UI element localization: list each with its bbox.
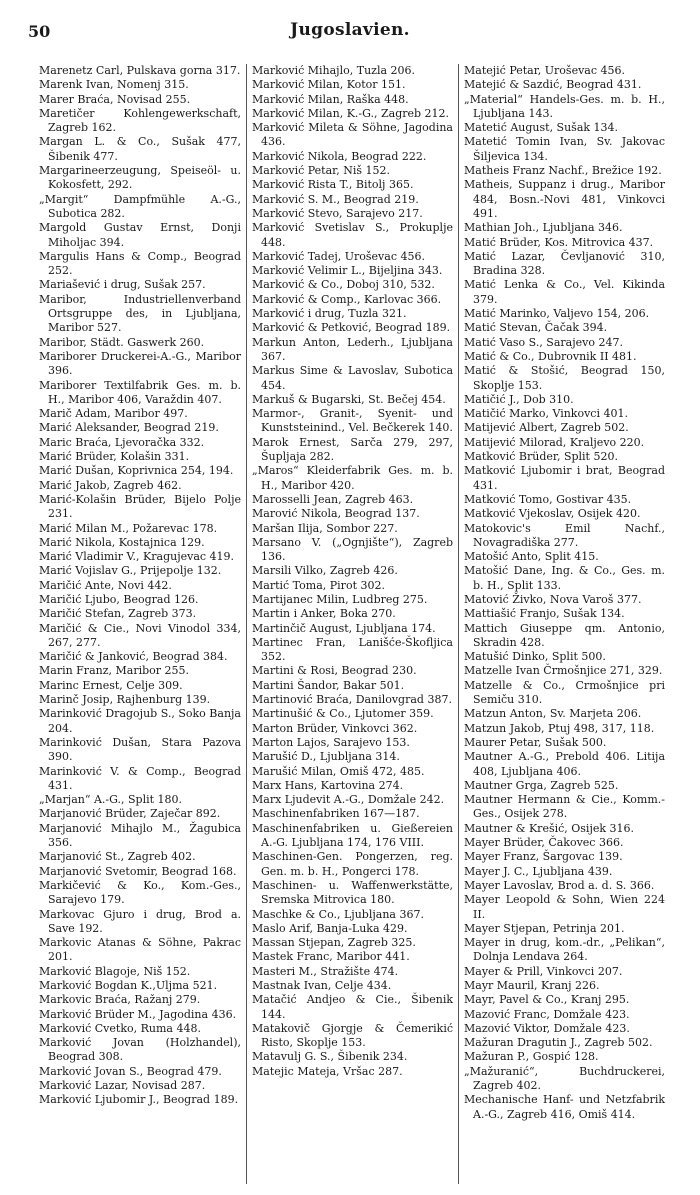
directory-entry: Mautner & Krešić, Osijek 316. [464, 821, 635, 835]
directory-entry: Marković Milan, Raška 448. [252, 92, 409, 106]
directory-entry: Matušić Dinko, Split 500. [464, 650, 606, 664]
directory-entry: Marković Mileta & Söhne, Jagodina 436. [252, 121, 453, 149]
directory-entry: Margan L. & Co., Sušak 477, Šibenik 477. [39, 135, 241, 163]
directory-entry: Matić Brüder, Kos. Mitrovica 437. [464, 235, 654, 249]
directory-entry: Marković & Co., Doboj 310, 532. [252, 278, 435, 292]
directory-entry: Matijević Albert, Zagreb 502. [464, 421, 629, 435]
directory-entry: Maschinenfabriken u. Gießereien A.-G. Ljubljana 174, 176 VIII. [252, 821, 453, 850]
directory-entry: Marović Nikola, Beograd 137. [252, 507, 420, 521]
column-1 [34, 64, 246, 1184]
directory-entry: „Maros“ Kleiderfabrik Ges. m. b. H., Maribor 420. [252, 464, 453, 492]
directory-entry: Marenetz Carl, Pulskava gorna 317. [39, 64, 241, 77]
directory-entry: Matković Brüder, Split 520. [464, 450, 618, 464]
directory-entry: Margulis Hans & Comp., Beograd 252. [39, 249, 241, 278]
directory-entry: Margold Gustav Ernst, Donji Miholjac 394. [39, 221, 241, 249]
directory-entry: Mautner Hermann & Cie., Komm.-Ges., Osijek 278. [464, 793, 665, 821]
directory-entry: Marić Nikola, Kostajnica 129. [39, 535, 205, 549]
directory-entry: Marič Adam, Maribor 497. [39, 407, 188, 421]
directory-entry: Markovac Gjuro i drug, Brod a. Save 192. [39, 907, 241, 935]
directory-entry: Martini & Rosi, Beograd 230. [252, 664, 417, 678]
directory-entry: Maretičer Kohlengewerkschaft, Zagreb 162. [39, 106, 241, 135]
directory-entry: Marmor-, Granit-, Syenit- und Kunststeinind., Vel. Bečkerek 140. [252, 407, 453, 435]
directory-entry: Matokovic's Emil Nachf., Novagradiška 277. [464, 521, 665, 549]
directory-entry: Matačić Andjeo & Cie., Šibenik 144. [252, 993, 453, 1021]
directory-entry: Matejić & Sazdić, Beograd 431. [464, 78, 642, 92]
directory-entry: Marinč Josip, Rajhenburg 139. [39, 693, 211, 707]
directory-entry: Mayr, Pavel & Co., Kranj 295. [464, 993, 630, 1007]
directory-entry: Maršan Ilija, Sombor 227. [252, 521, 398, 535]
directory-entry: Marković Velimir L., Bijeljina 343. [252, 264, 443, 278]
directory-entry: Matetić August, Sušak 134. [464, 121, 619, 135]
directory-entry: Marković Blagoje, Niš 152. [39, 964, 191, 978]
directory-entry: Marin Franz, Maribor 255. [39, 664, 190, 678]
directory-entry: Maričić Stefan, Zagreb 373. [39, 607, 197, 621]
directory-entry: Marinc Ernest, Celje 309. [39, 678, 183, 692]
directory-entry: Marković Stevo, Sarajevo 217. [252, 206, 423, 220]
directory-entry: Marić Milan M., Požarevac 178. [39, 521, 218, 535]
directory-entry: Maričić & Janković, Beograd 384. [39, 650, 228, 664]
directory-entry: Marković Bogdan K.,Uljma 521. [39, 979, 218, 992]
directory-entry: Martinušić & Co., Ljutomer 359. [252, 707, 434, 721]
directory-entry: Marković Milan, K.-G., Zagreb 212. [252, 106, 450, 120]
directory-entry: Matzelle & Co., Crmošnjice pri Semiču 310. [464, 678, 665, 707]
directory-entry: Marinković V. & Comp., Beograd 431. [39, 764, 241, 792]
directory-entry: Mautner Grga, Zagreb 525. [464, 778, 619, 792]
directory-entry: Mazović Franc, Domžale 423. [464, 1007, 630, 1021]
directory-entry: Markovic Atanas & Söhne, Pakrac 201. [39, 936, 241, 964]
directory-columns [34, 64, 670, 1184]
directory-entry: Mažuran Dragutin J., Zagreb 502. [464, 1036, 653, 1050]
directory-entry: Matetić Tomin Ivan, Sv. Jakovac Šiljevica 134. [464, 135, 665, 163]
directory-entry: Maribor, Städt. Gaswerk 260. [39, 335, 205, 349]
directory-entry: Marušić Milan, Omiš 472, 485. [252, 764, 425, 778]
directory-entry: Mayer Lavoslav, Brod a. d. S. 366. [464, 878, 655, 892]
directory-entry: Marković Ljubomir J., Beograd 189. [39, 1093, 239, 1107]
directory-entry: Massan Stjepan, Zagreb 325. [252, 936, 416, 950]
directory-entry: Mariborer Textilfabrik Ges. m. b. H., Maribor 406, Varaždin 407. [39, 378, 241, 406]
directory-entry: Matošić Dane, Ing. & Co., Ges. m. b. H., Split 133. [464, 564, 665, 592]
directory-entry: Matić & Stošić, Beograd 150, Skoplje 153. [464, 364, 665, 392]
directory-entry: Matković Tomo, Gostivar 435. [464, 492, 632, 506]
directory-entry: Marković Rista T., Bitolj 365. [252, 178, 414, 192]
directory-entry: Marosselli Jean, Zagreb 463. [252, 492, 414, 506]
directory-entry: Marić Vojislav G., Prijepolje 132. [39, 564, 222, 578]
directory-entry: Maslo Arif, Banja-Luka 429. [252, 921, 408, 935]
directory-entry: Mayer J. C., Ljubljana 439. [464, 864, 613, 878]
directory-entry: Matić Lazar, Čevljanović 310, Bradina 328. [464, 249, 665, 278]
directory-entry: Marković S. M., Beograd 219. [252, 192, 419, 206]
directory-entry: Matzelle Ivan Črmošnjice 271, 329. [464, 664, 663, 678]
directory-entry: Martić Toma, Pirot 302. [252, 578, 385, 592]
directory-entry: Matheis Franz Nachf., Brežice 192. [464, 164, 662, 178]
directory-entry: Matejić Petar, Uroševac 456. [464, 64, 626, 77]
page-header [0, 0, 700, 58]
directory-entry: Marković Lazar, Novisad 287. [39, 1079, 206, 1093]
directory-entry: Marić Vladimir V., Kragujevac 419. [39, 550, 235, 564]
directory-entry: Mayer & Prill, Vinkovci 207. [464, 964, 623, 978]
directory-entry: Matošić Anto, Split 415. [464, 550, 599, 564]
directory-entry: Marić Brüder, Kolašin 331. [39, 450, 190, 464]
directory-entry: Masteri M., Stražište 474. [252, 964, 399, 978]
directory-entry: Marjanović Svetomir, Beograd 168. [39, 864, 237, 878]
directory-entry: Marsili Vilko, Zagreb 426. [252, 564, 398, 578]
directory-entry: Mayer Brüder, Čakovec 366. [464, 836, 624, 850]
directory-entry: Markuš & Bugarski, St. Bečej 454. [252, 392, 446, 406]
directory-entry: Mažuran P., Gospić 128. [464, 1050, 599, 1064]
directory-entry: Marković Jovan S., Beograd 479. [39, 1064, 222, 1078]
directory-entry: Matičić J., Dob 310. [464, 392, 574, 406]
directory-entry: Mathian Joh., Ljubljana 346. [464, 221, 623, 235]
directory-entry: Maschinen- u. Waffenwerkstätte, Sremska Mitrovica 180. [252, 878, 453, 907]
directory-entry: Martin i Anker, Boka 270. [252, 607, 396, 621]
page-title: Jugoslavien. [290, 20, 410, 40]
directory-entry: Marković Tadej, Uroševac 456. [252, 249, 425, 263]
directory-entry: Mastek Franc, Maribor 441. [252, 950, 410, 964]
directory-entry: Marković Brüder M., Jagodina 436. [39, 1007, 237, 1021]
directory-entry: Mechanische Hanf- und Netzfabrik A.-G., Zagreb 416, Omiš 414. [464, 1093, 665, 1121]
directory-entry: Marer Braća, Novisad 255. [39, 92, 191, 106]
directory-entry: Marković Petar, Niš 152. [252, 164, 390, 178]
directory-entry: Marković Mihajlo, Tuzla 206. [252, 64, 416, 77]
directory-entry: Matejic Mateja, Vršac 287. [252, 1064, 403, 1078]
directory-entry: Matić Stevan, Čačak 394. [464, 321, 608, 335]
directory-entry: Marjanović Mihajlo M., Žagubica 356. [39, 821, 241, 850]
directory-entry: Maričić Ante, Novi 442. [39, 578, 172, 592]
directory-entry: Mariašević i drug, Sušak 257. [39, 278, 206, 292]
directory-entry: Matzun Anton, Sv. Marjeta 206. [464, 707, 642, 721]
directory-entry: Marković Jovan (Holzhandel), Beograd 308. [39, 1036, 241, 1064]
directory-entry: „Mažuranić“, Buchdruckerei, Zagreb 402. [464, 1064, 665, 1093]
directory-entry: Maschke & Co., Ljubljana 367. [252, 907, 424, 921]
directory-entry: Mattich Giuseppe qm. Antonio, Skradin 428. [464, 621, 665, 649]
directory-entry: Maschinen-Gen. Pongerzen, reg. Gen. m. b. H., Pongerci 178. [252, 850, 453, 878]
directory-entry: „Marjan“ A.-G., Split 180. [39, 793, 183, 807]
directory-entry: Matić Lenka & Co., Vel. Kikinda 379. [464, 278, 665, 306]
directory-entry: Marx Ljudevit A.-G., Domžale 242. [252, 793, 445, 807]
directory-entry: Marković Svetislav S., Prokuplje 448. [252, 221, 453, 249]
directory-entry: Matović Živko, Nova Varoš 377. [464, 592, 642, 606]
directory-entry: Marić Jakob, Zagreb 462. [39, 478, 182, 492]
directory-entry: Mayer Leopold & Sohn, Wien 224 II. [464, 893, 665, 921]
directory-entry: Marjanović Brüder, Zaječar 892. [39, 807, 221, 821]
directory-entry: Matković Ljubomir i brat, Beograd 431. [464, 464, 665, 492]
directory-entry: Mariborer Druckerei-A.-G., Maribor 396. [39, 349, 241, 378]
directory-entry: Martinčič August, Ljubljana 174. [252, 621, 436, 635]
directory-entry: Matičić Marko, Vinkovci 401. [464, 407, 628, 421]
directory-entry: Marković Cvetko, Ruma 448. [39, 1021, 201, 1035]
directory-entry: Matić Marinko, Valjevo 154, 206. [464, 307, 650, 321]
directory-entry: Mayr Mauril, Kranj 226. [464, 979, 600, 992]
directory-entry: Matzun Jakob, Ptuj 498, 317, 118. [464, 721, 655, 735]
directory-entry: Matić & Co., Dubrovnik II 481. [464, 349, 637, 363]
directory-entry: „Material“ Handels-Ges. m. b. H., Ljubljana 143. [464, 92, 665, 120]
directory-entry: Marton Lajos, Sarajevo 153. [252, 735, 410, 749]
directory-entry: Marković Milan, Kotor 151. [252, 78, 406, 92]
column-3 [458, 64, 670, 1184]
directory-entry: Martini Šandor, Bakar 501. [252, 678, 405, 692]
directory-entry: Marx Hans, Kartovina 274. [252, 778, 404, 792]
directory-entry: „Margit“ Dampfmühle A.-G., Subotica 282. [39, 192, 241, 220]
directory-entry: Mastnak Ivan, Celje 434. [252, 979, 392, 992]
directory-entry: Matijević Milorad, Kraljevo 220. [464, 435, 645, 449]
directory-entry: Matheis, Suppanz i drug., Maribor 484, Bosn.-Novi 481, Vinkovci 491. [464, 178, 665, 220]
directory-entry: Maurer Petar, Sušak 500. [464, 735, 607, 749]
directory-entry: Maribor, Industriellenverband Ortsgruppe des, in Ljubljana, Maribor 527. [39, 292, 241, 335]
directory-entry: Margarineerzeugung, Speiseöl- u. Kokosfett, 292. [39, 164, 241, 192]
directory-entry: Marković Nikola, Beograd 222. [252, 149, 427, 163]
directory-entry: Marić-Kolašin Brüder, Bijelo Polje 231. [39, 492, 241, 521]
directory-entry: Marković & Petković, Beograd 189. [252, 321, 451, 335]
directory-entry: Marjanović St., Zagreb 402. [39, 850, 196, 864]
directory-entry: Marušić D., Ljubljana 314. [252, 750, 400, 764]
directory-entry: Mayer in drug, kom.-dr., „Pelikan“, Dolnja Lendava 264. [464, 936, 665, 964]
directory-entry: Maričić & Cie., Novi Vinodol 334, 267, 277. [39, 621, 241, 649]
directory-entry: Matić Vaso S., Sarajevo 247. [464, 335, 623, 349]
directory-entry: Marinković Dušan, Stara Pazova 390. [39, 735, 241, 764]
directory-entry: Mazović Viktor, Domžale 423. [464, 1021, 630, 1035]
directory-entry: Matavulj G. S., Šibenik 234. [252, 1050, 408, 1064]
directory-entry: Mautner A.-G., Prebold 406. Litija 408, Ljubljana 406. [464, 750, 665, 778]
directory-entry: Marok Ernest, Sarča 279, 297, Šupljaja 282. [252, 435, 453, 464]
directory-entry: Marković & Comp., Karlovac 366. [252, 292, 442, 306]
page-number: 50 [28, 22, 51, 41]
directory-entry: Marković i drug, Tuzla 321. [252, 307, 407, 321]
directory-entry: Martijanec Milin, Ludbreg 275. [252, 592, 428, 606]
directory-entry: Martinović Braća, Danilovgrad 387. [252, 693, 452, 707]
directory-entry: Marić Dušan, Koprivnica 254, 194. [39, 464, 234, 478]
directory-entry: Maric Braća, Ljevoračka 332. [39, 435, 205, 449]
directory-entry: Maričić Ljubo, Beograd 126. [39, 592, 199, 606]
directory-entry: Marton Brüder, Vinkovci 362. [252, 721, 418, 735]
directory-entry: Marinković Dragojub S., Soko Banja 204. [39, 707, 241, 735]
directory-entry: Maschinenfabriken 167—187. [252, 807, 420, 821]
column-2 [246, 64, 458, 1184]
directory-entry: Marić Aleksander, Beograd 219. [39, 421, 219, 435]
directory-entry: Mayer Stjepan, Petrinja 201. [464, 921, 625, 935]
directory-entry: Markus Sime & Lavoslav, Subotica 454. [252, 364, 453, 392]
directory-entry: Mayer Franz, Šargovac 139. [464, 850, 623, 864]
directory-entry: Markun Anton, Lederh., Ljubljana 367. [252, 335, 453, 363]
directory-entry: Markičević & Ko., Kom.-Ges., Sarajevo 179. [39, 878, 241, 907]
directory-entry: Markovic Braća, Ražanj 279. [39, 993, 201, 1007]
directory-entry: Matakovič Gjorgje & Čemerikić Risto, Skoplje 153. [252, 1021, 453, 1050]
directory-entry: Martinec Fran, Lanišće-Škofljica 352. [252, 635, 453, 664]
directory-entry: Matković Vjekoslav, Osijek 420. [464, 507, 641, 521]
directory-entry: Marsano V. („Ognjište“), Zagreb 136. [252, 535, 453, 564]
directory-entry: Mattiašić Franjo, Sušak 134. [464, 607, 625, 621]
directory-entry: Marenk Ivan, Nomenj 315. [39, 78, 189, 92]
